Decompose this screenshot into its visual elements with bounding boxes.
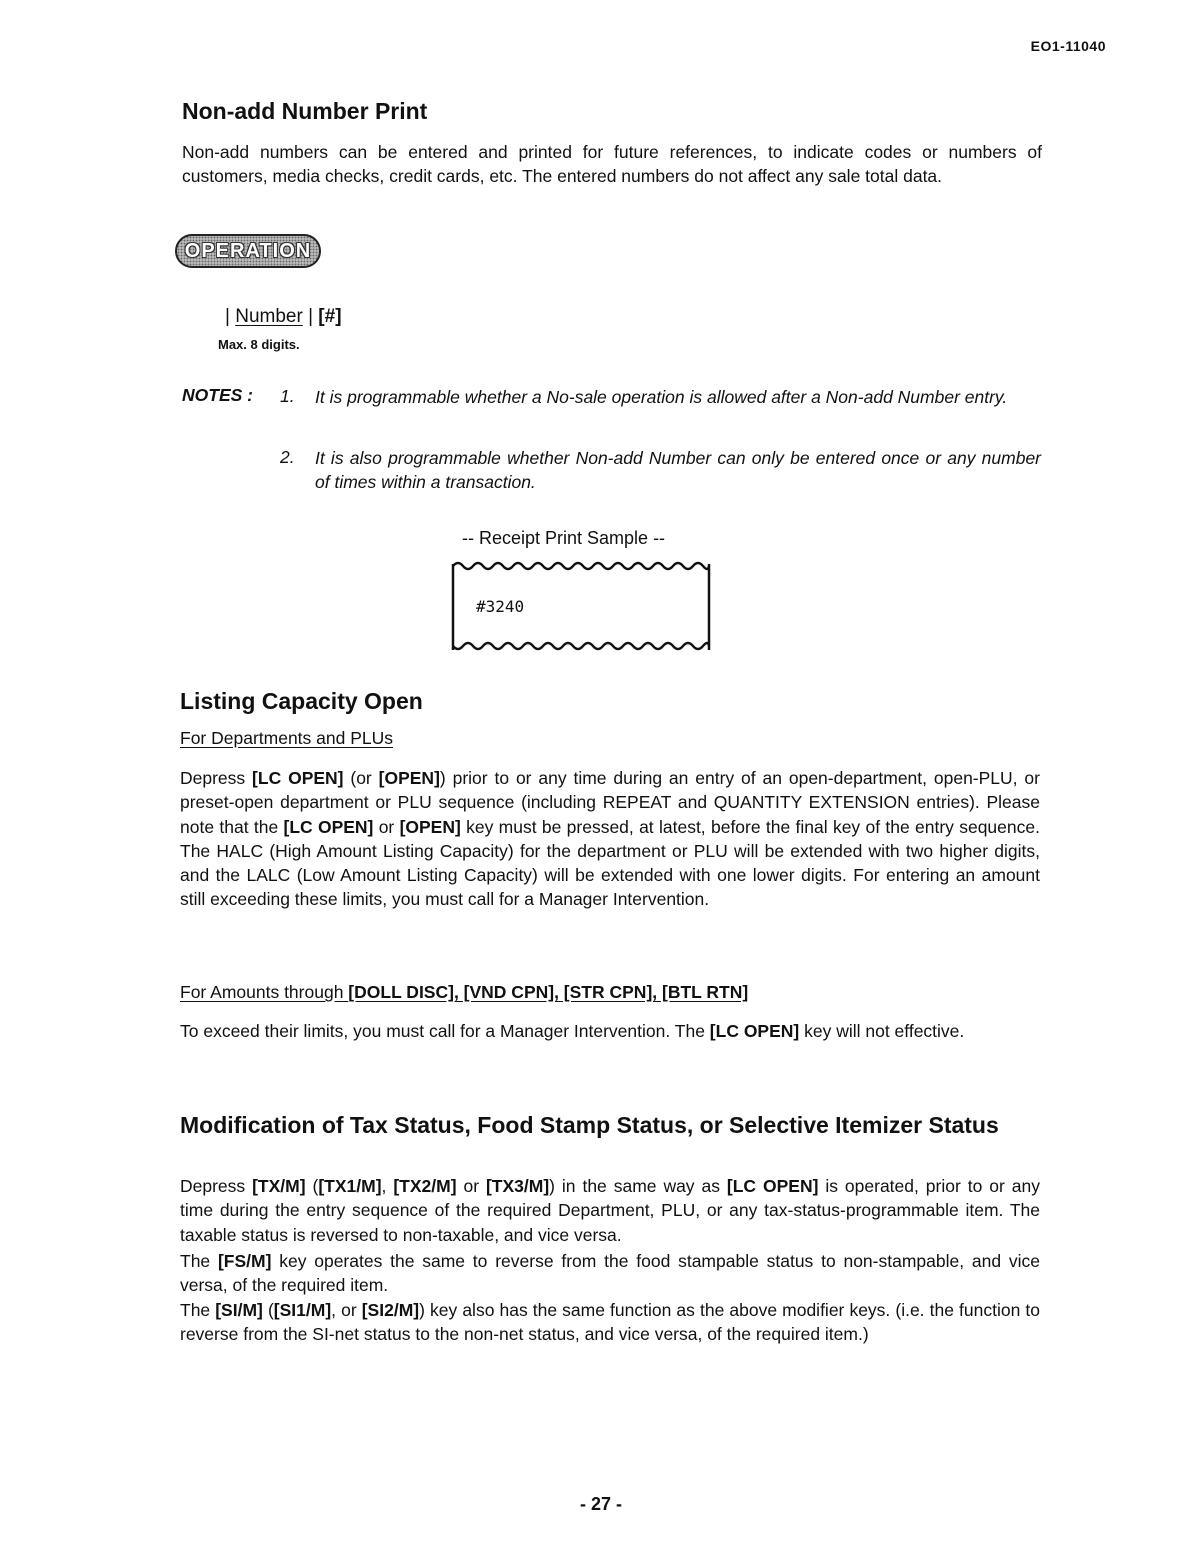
section3-paragraph2: The [FS/M] key operates the same to reverse from the food stampable status to non-stampable, and vice versa, of the required item. bbox=[180, 1251, 1040, 1296]
section1-body: Non-add numbers can be entered and printed for future references, to indicate codes or numbers of customers, media checks, credit cards, etc. The entered numbers do not affect any sale total data. bbox=[182, 142, 1042, 187]
subheading-amounts-through: For Amounts through [DOLL DISC], [VND CPN], [STR CPN], [BTL RTN] bbox=[180, 982, 749, 1002]
op-separator: | bbox=[225, 306, 230, 327]
section2-paragraph2: To exceed their limits, you must call for a Manager Intervention. The [LC OPEN] key will not effective. bbox=[180, 1021, 965, 1041]
section2-paragraph1: Depress [LC OPEN] (or [OPEN]) prior to or any time during an entry of an open-department, open-PLU, or preset-open department or PLU sequence (including REPEAT and QUANTITY EXTENSION entries). Please note that the [LC OPEN] or [OPEN] key must be pressed, at latest, before the final key of the entry sequence. The HALC (High Amount Listing Capacity) for the department or PLU will be extended with two higher digits, and the LALC (Low Amount Listing Capacity) will be extended with one lower digits. For entering an amount still exceeding these limits, you must call for a Manager Intervention. bbox=[180, 768, 1040, 910]
note-number: 2. bbox=[280, 447, 295, 467]
subheading-keys: [DOLL DISC], [VND CPN], [STR CPN], [BTL RTN] bbox=[348, 982, 749, 1002]
key-tx1-m: [TX1/M] bbox=[318, 1176, 382, 1196]
key-lc-open: [LC OPEN] bbox=[252, 768, 344, 788]
key-tx-m: [TX/M] bbox=[252, 1176, 306, 1196]
key-open: [OPEN] bbox=[378, 768, 440, 788]
operation-sequence bbox=[225, 306, 342, 328]
key-tx3-m: [TX3/M] bbox=[485, 1176, 550, 1196]
section-title-modification-of-tax-status: Modification of Tax Status, Food Stamp Status, or Selective Itemizer Status bbox=[180, 1112, 999, 1138]
key-si1-m: [SI1/M] bbox=[273, 1300, 332, 1320]
key-fs-m: [FS/M] bbox=[217, 1251, 272, 1271]
section-title-listing-capacity-open: Listing Capacity Open bbox=[180, 688, 423, 714]
op-digit-note: Max. 8 digits. bbox=[218, 337, 300, 352]
section3-paragraph1: Depress [TX/M] ([TX1/M], [TX2/M] or [TX3/M]) in the same way as [LC OPEN] is operated, prior to or any time during the entry sequence of the required Department, PLU, or any tax-status-programmable item. The taxable status is reversed to non-taxable, and vice versa. bbox=[180, 1176, 1040, 1245]
page-number: - 27 - bbox=[579, 1494, 622, 1514]
section3-paragraph3: The [SI/M] ([SI1/M], or [SI2/M]) key also has the same function as the above modifier keys. (i.e. the function to reverse from the SI-net status to the non-net status, and vice versa, of the required item.) bbox=[180, 1300, 1040, 1345]
subheading-departments-plus: For Departments and PLUs bbox=[180, 728, 394, 748]
key-si2-m: [SI2/M] bbox=[361, 1300, 420, 1320]
key-si-m: [SI/M] bbox=[215, 1300, 263, 1320]
notes-label: NOTES : bbox=[182, 385, 253, 405]
receipt-print-text: #3240 bbox=[476, 597, 525, 616]
op-key: [#] bbox=[318, 306, 342, 327]
key-lc-open: [LC OPEN] bbox=[709, 1021, 800, 1041]
key-lc-open: [LC OPEN] bbox=[283, 816, 374, 837]
key-lc-open: [LC OPEN] bbox=[726, 1176, 819, 1196]
op-separator: | bbox=[308, 306, 314, 327]
key-open: [OPEN] bbox=[399, 816, 461, 837]
note-number: 1. bbox=[280, 386, 295, 406]
receipt-sample-title: -- Receipt Print Sample -- bbox=[462, 528, 666, 548]
key-tx2-m: [TX2/M] bbox=[393, 1176, 457, 1196]
document-id: EO1-11040 bbox=[1030, 38, 1106, 54]
note-text: It is programmable whether a No-sale operation is allowed after a Non-add Number entry. bbox=[315, 387, 1008, 407]
op-number: Number bbox=[235, 306, 303, 327]
section-title-non-add-number-print: Non-add Number Print bbox=[182, 98, 428, 124]
operation-badge: OPERATION bbox=[175, 234, 321, 268]
note-text: It is also programmable whether Non-add Number can only be entered once or any number of times within a transaction. bbox=[315, 448, 1041, 492]
